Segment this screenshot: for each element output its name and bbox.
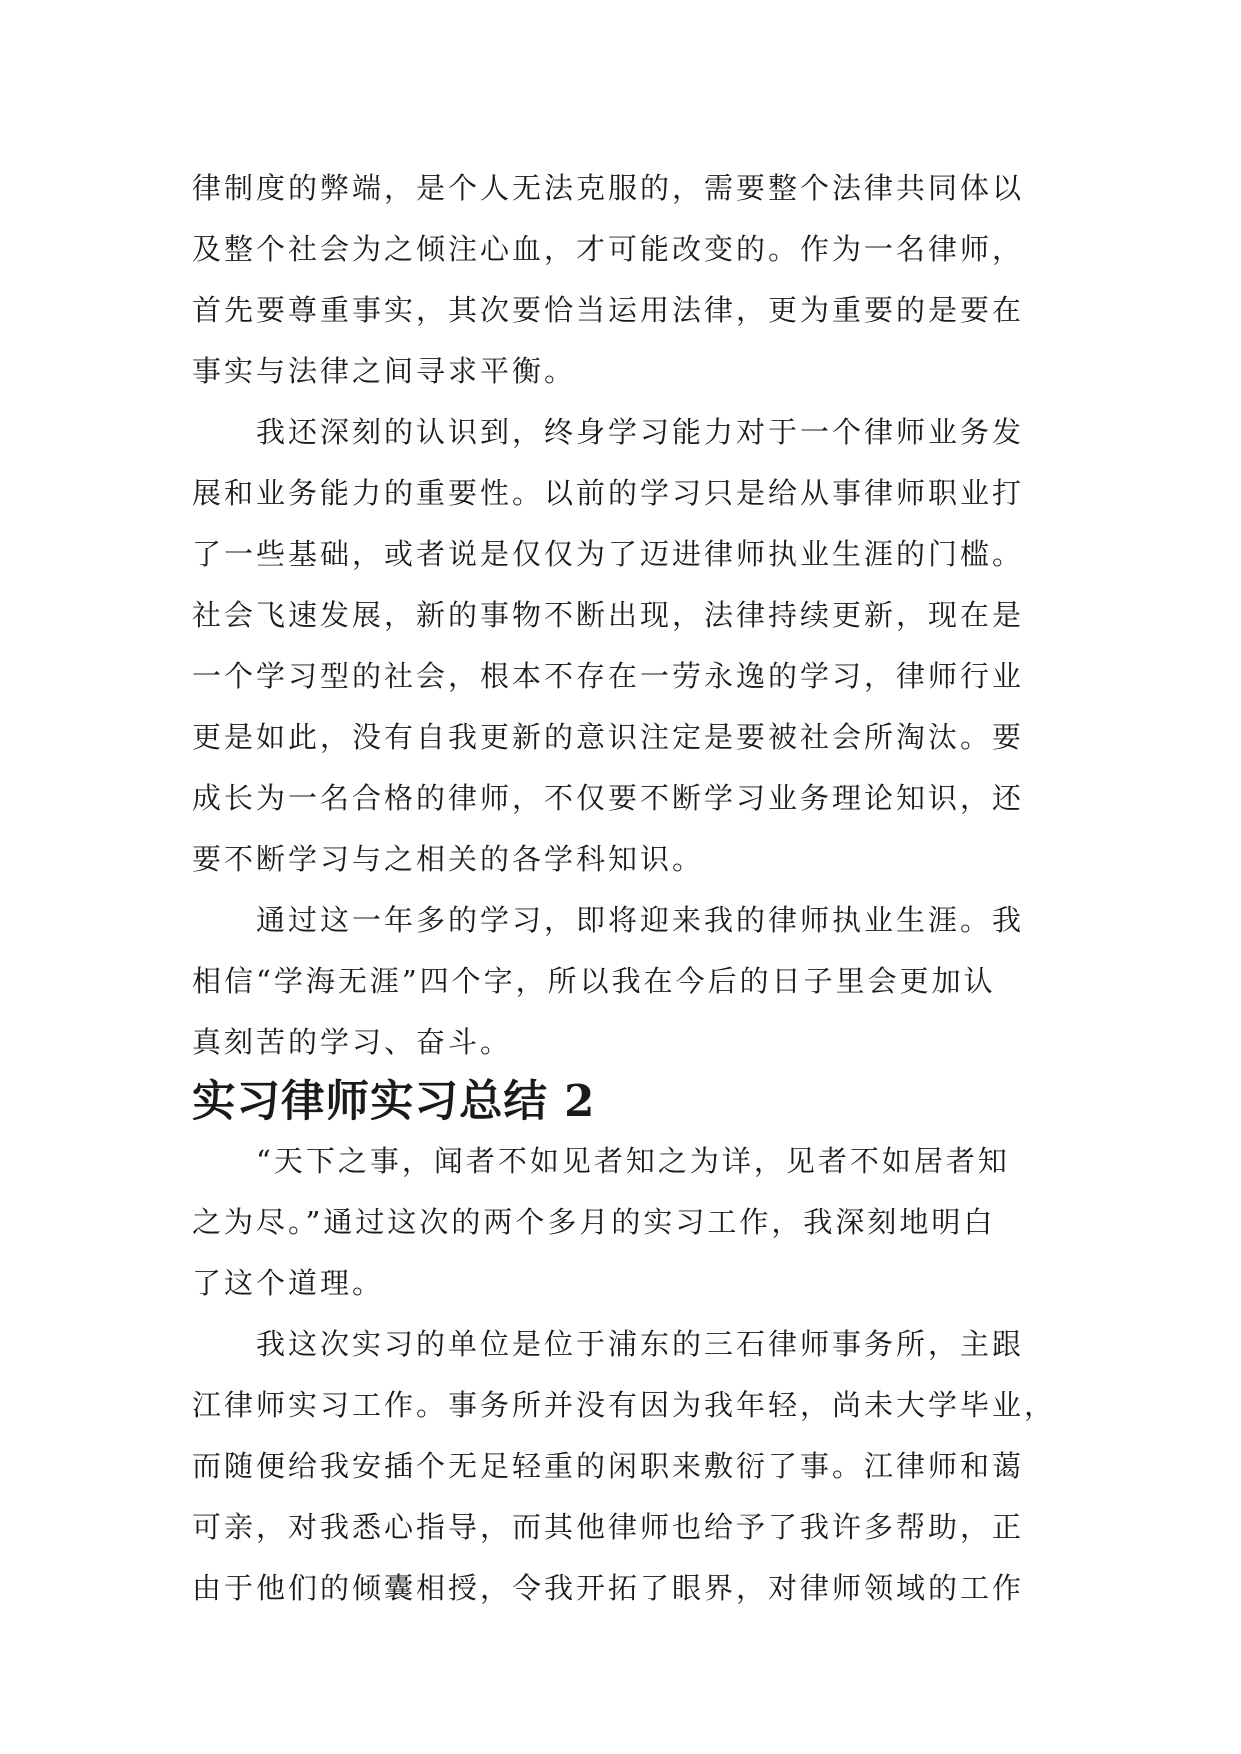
- text-line: 首先要尊重事实，其次要恰当运用法律，更为重要的是要在: [192, 293, 1025, 327]
- text-line: 真刻苦的学习、奋斗。: [192, 1025, 513, 1059]
- text-line: 了这个道理。: [192, 1266, 385, 1300]
- text-line: 及整个社会为之倾注心血，才可能改变的。作为一名律师，: [192, 232, 1025, 266]
- text-line: 之为尽。”通过这次的两个多月的实习工作，我深刻地明白: [192, 1205, 996, 1239]
- paragraph-lifelong-learning: [192, 402, 1052, 890]
- text-line: 要不断学习与之相关的各学科知识。: [192, 842, 705, 876]
- text-line: 江律师实习工作。事务所并没有因为我年轻，尚未大学毕业，: [192, 1388, 1057, 1422]
- text-line: “天下之事，闻者不如见者知之为详，见者不如居者知: [256, 1144, 1010, 1178]
- text-line: 相信“学海无涯”四个字，所以我在今后的日子里会更加认: [192, 964, 996, 998]
- text-line: 成长为一名合格的律师，不仅要不断学习业务理论知识，还: [192, 781, 1025, 815]
- text-line: 而随便给我安插个无足轻重的闲职来敷衍了事。江律师和蔼: [192, 1449, 1025, 1483]
- document-body: [192, 158, 1057, 1619]
- text-line: 由于他们的倾囊相授，令我开拓了眼界，对律师领域的工作: [192, 1571, 1025, 1605]
- text-line: 律制度的弊端，是个人无法克服的，需要整个法律共同体以: [192, 171, 1025, 205]
- paragraph-legal-system: [192, 158, 1052, 402]
- text-line: 社会飞速发展，新的事物不断出现，法律持续更新，现在是: [192, 598, 1025, 632]
- text-line: 了一些基础，或者说是仅仅为了迈进律师执业生涯的门槛。: [192, 537, 1025, 571]
- text-line: 一个学习型的社会，根本不存在一劳永逸的学习，律师行业: [192, 659, 1025, 693]
- text-line: 展和业务能力的重要性。以前的学习只是给从事律师职业打: [192, 476, 1025, 510]
- text-line: 我还深刻的认识到，终身学习能力对于一个律师业务发: [256, 415, 1025, 449]
- text-line: 通过这一年多的学习，即将迎来我的律师执业生涯。我: [256, 903, 1025, 937]
- text-line: 事实与法律之间寻求平衡。: [192, 354, 577, 388]
- text-line: 我这次实习的单位是位于浦东的三石律师事务所，主跟: [256, 1327, 1025, 1361]
- text-line: 更是如此，没有自我更新的意识注定是要被社会所淘汰。要: [192, 720, 1025, 754]
- section-heading: 实习律师实习总结 2: [192, 1076, 596, 1127]
- paragraph-quote: [192, 1131, 1052, 1314]
- paragraph-internship-unit: [192, 1314, 1057, 1619]
- paragraph-career-outlook: [192, 890, 1052, 1073]
- text-line: 可亲，对我悉心指导，而其他律师也给予了我许多帮助，正: [192, 1510, 1025, 1544]
